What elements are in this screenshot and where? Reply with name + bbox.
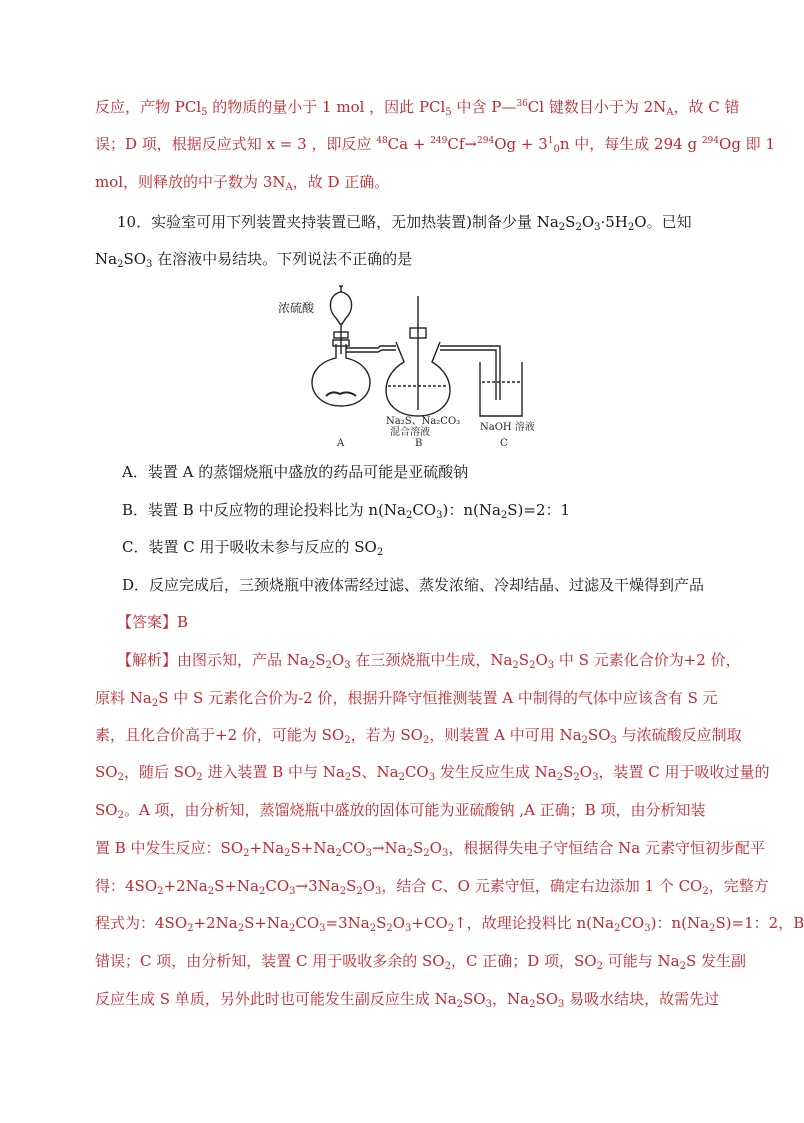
option-c	[122, 537, 383, 557]
subscript: 2	[117, 259, 124, 270]
subscript: A	[285, 182, 293, 193]
analysis-line-7: 得：$4SO_2+2Na_2S+Na_2CO_3\to 3Na_2S_2O_3$，结合 C、O 元素守恒，确定右边添加 1 个 $CO_2$，完整方	[95, 877, 769, 897]
tube-a-to-b	[346, 346, 396, 348]
analysis-line-1: 【解析】由图示知，产品 $Na_2S_2O_3$ 在三颈烧瓶中生成，$Na_2S_2O_3$ 中 S 元素化合价为+2 价，	[117, 651, 741, 671]
text: Og + 3	[494, 135, 548, 153]
text: S	[565, 213, 576, 231]
superscript: 294	[477, 136, 495, 146]
tube-b-to-c	[440, 346, 500, 400]
subscript: 2	[405, 510, 413, 521]
subscript: 3	[594, 222, 601, 233]
analysis-tag: 【解析】	[117, 651, 178, 669]
text: ，故 C 错	[673, 98, 740, 116]
text: B．装置 B 中反应物的理论投料比为 n(Na	[122, 501, 406, 519]
text: 的物质的量小于 1 mol ，因此 PCl	[207, 98, 446, 116]
text: 中含 P—	[451, 98, 517, 116]
text: 反应，产物 PCl	[95, 98, 202, 116]
subscript: 2	[558, 222, 566, 233]
prev-line-2	[95, 134, 775, 154]
text: Cf→	[447, 135, 477, 153]
b-letter: B	[415, 438, 423, 449]
subscript: 2	[627, 222, 635, 233]
text: 误；D 项，根据反应式知 x = 3 ，即反应	[95, 135, 377, 153]
text: ，故 D 正确。	[292, 173, 390, 191]
superscript: 1	[547, 136, 554, 146]
answer-value: B	[177, 613, 189, 631]
text: S)=2：1	[507, 501, 571, 519]
superscript: 48	[376, 136, 388, 146]
a-letter: A	[337, 438, 345, 449]
option-d: D．反应完成后，三颈烧瓶中液体需经过滤、蒸发浓缩、冷却结晶、过滤及干燥得到产品	[122, 576, 705, 594]
text: Ca +	[387, 135, 431, 153]
b-label-1: Na₂S、Na₂CO₃	[386, 416, 461, 427]
text: SO	[123, 250, 147, 268]
text: 10．实验室可用下列装置夹持装置已略，无加热装置)制备少量 Na	[117, 213, 559, 231]
subscript: 2	[500, 510, 508, 521]
subscript: 5	[201, 107, 208, 118]
b-label-2: 混合溶液	[390, 427, 430, 438]
apparatus-figure	[270, 282, 560, 452]
analysis-line-9: 错误；C 项，由分析知，装置 C 用于吸收多余的 $SO_2$，C 正确；D 项，$SO_2$ 可能与 $Na_2S$ 发生副	[95, 952, 747, 972]
superscript: 249	[430, 136, 448, 146]
text: C．装置 C 用于吸收未参与反应的 SO	[122, 538, 377, 556]
analysis-line-2: 原料 $Na_2S$ 中 S 元素化合价为-2 价，根据升降守恒推测装置 A 中制得的气体中应该含有 S 元	[95, 689, 718, 709]
answer	[117, 612, 188, 632]
subscript: 3	[436, 510, 443, 521]
analysis-line-8: 程式为：$4SO_2+2Na_2S+Na_2CO_3=3Na_2S_2O_3+CO_2↑$，故理论投料比 $n(Na_2CO_3)$：$n(Na_2S)=1$：2，B	[95, 914, 804, 934]
text: n 中，每生成 294 g	[559, 135, 702, 153]
c-label: NaOH 溶液	[480, 422, 535, 433]
text: O。已知	[634, 213, 692, 231]
analysis-line-3: 素，且化合价高于+2 价，可能为 $SO_2$，若为 $SO_2$，则装置 A 中可用 $Na_2SO_3$ 与浓硫酸反应制取	[95, 726, 742, 746]
acid-label: 浓硫酸	[278, 301, 315, 315]
subscript: 5	[445, 107, 452, 118]
option-a: A．装置 A 的蒸馏烧瓶中盛放的药品可能是亚硫酸钠	[122, 463, 469, 481]
text: 在溶液中易结块。下列说法不正确的是	[152, 250, 413, 268]
text: ·5H	[600, 213, 628, 231]
beaker-c	[480, 362, 522, 416]
superscript: 294	[701, 136, 720, 146]
text: O	[581, 213, 595, 231]
analysis-line-10: 反应生成 S 单质，另外此时也可能发生副反应生成 $Na_2SO_3$，$Na_2SO_3$ 易吸水结块，故需先过	[95, 990, 720, 1010]
analysis-line-6: 置 B 中发生反应：$SO_2+Na_2S+Na_2CO_3\to Na_2S_2O_3$，根据得失电子守恒结合 Na 元素守恒初步配平	[95, 839, 765, 859]
question-line-2	[95, 249, 412, 269]
analysis-line-4: $SO_2$，随后 $SO_2$ 进入装置 B 中与 $Na_2S$、$Na_2CO_3$ 发生反应生成 $Na_2S_2O_3$，装置 C 用于吸收过量的	[95, 763, 770, 783]
text: Na	[95, 250, 118, 268]
option-b	[122, 500, 570, 520]
text: CO	[412, 501, 437, 519]
superscript: 36	[516, 99, 528, 109]
analysis-line-5: $SO_2$。A 项，由分析知，蒸馏烧瓶中盛放的固体可能为亚硫酸钠 ,A 正确；B 项，由分析知装	[95, 801, 706, 821]
question-line-1	[117, 212, 692, 232]
text: Cl 键数目小于为 2N	[527, 98, 667, 116]
answer-tag: 【答案】	[117, 613, 178, 631]
text: )：n(Na	[442, 501, 501, 519]
c-letter: C	[500, 438, 508, 449]
prev-line-3	[95, 172, 389, 192]
subscript: 2	[575, 222, 582, 233]
prev-line-1	[95, 97, 740, 117]
separatory-funnel	[330, 292, 351, 324]
subscript: 2	[376, 547, 384, 558]
text: mol，则释放的中子数为 3N	[95, 173, 286, 191]
subscript: 0	[553, 144, 560, 155]
text: Og 即 1	[719, 135, 775, 153]
subscript: A	[666, 107, 674, 118]
subscript: 3	[146, 259, 153, 270]
